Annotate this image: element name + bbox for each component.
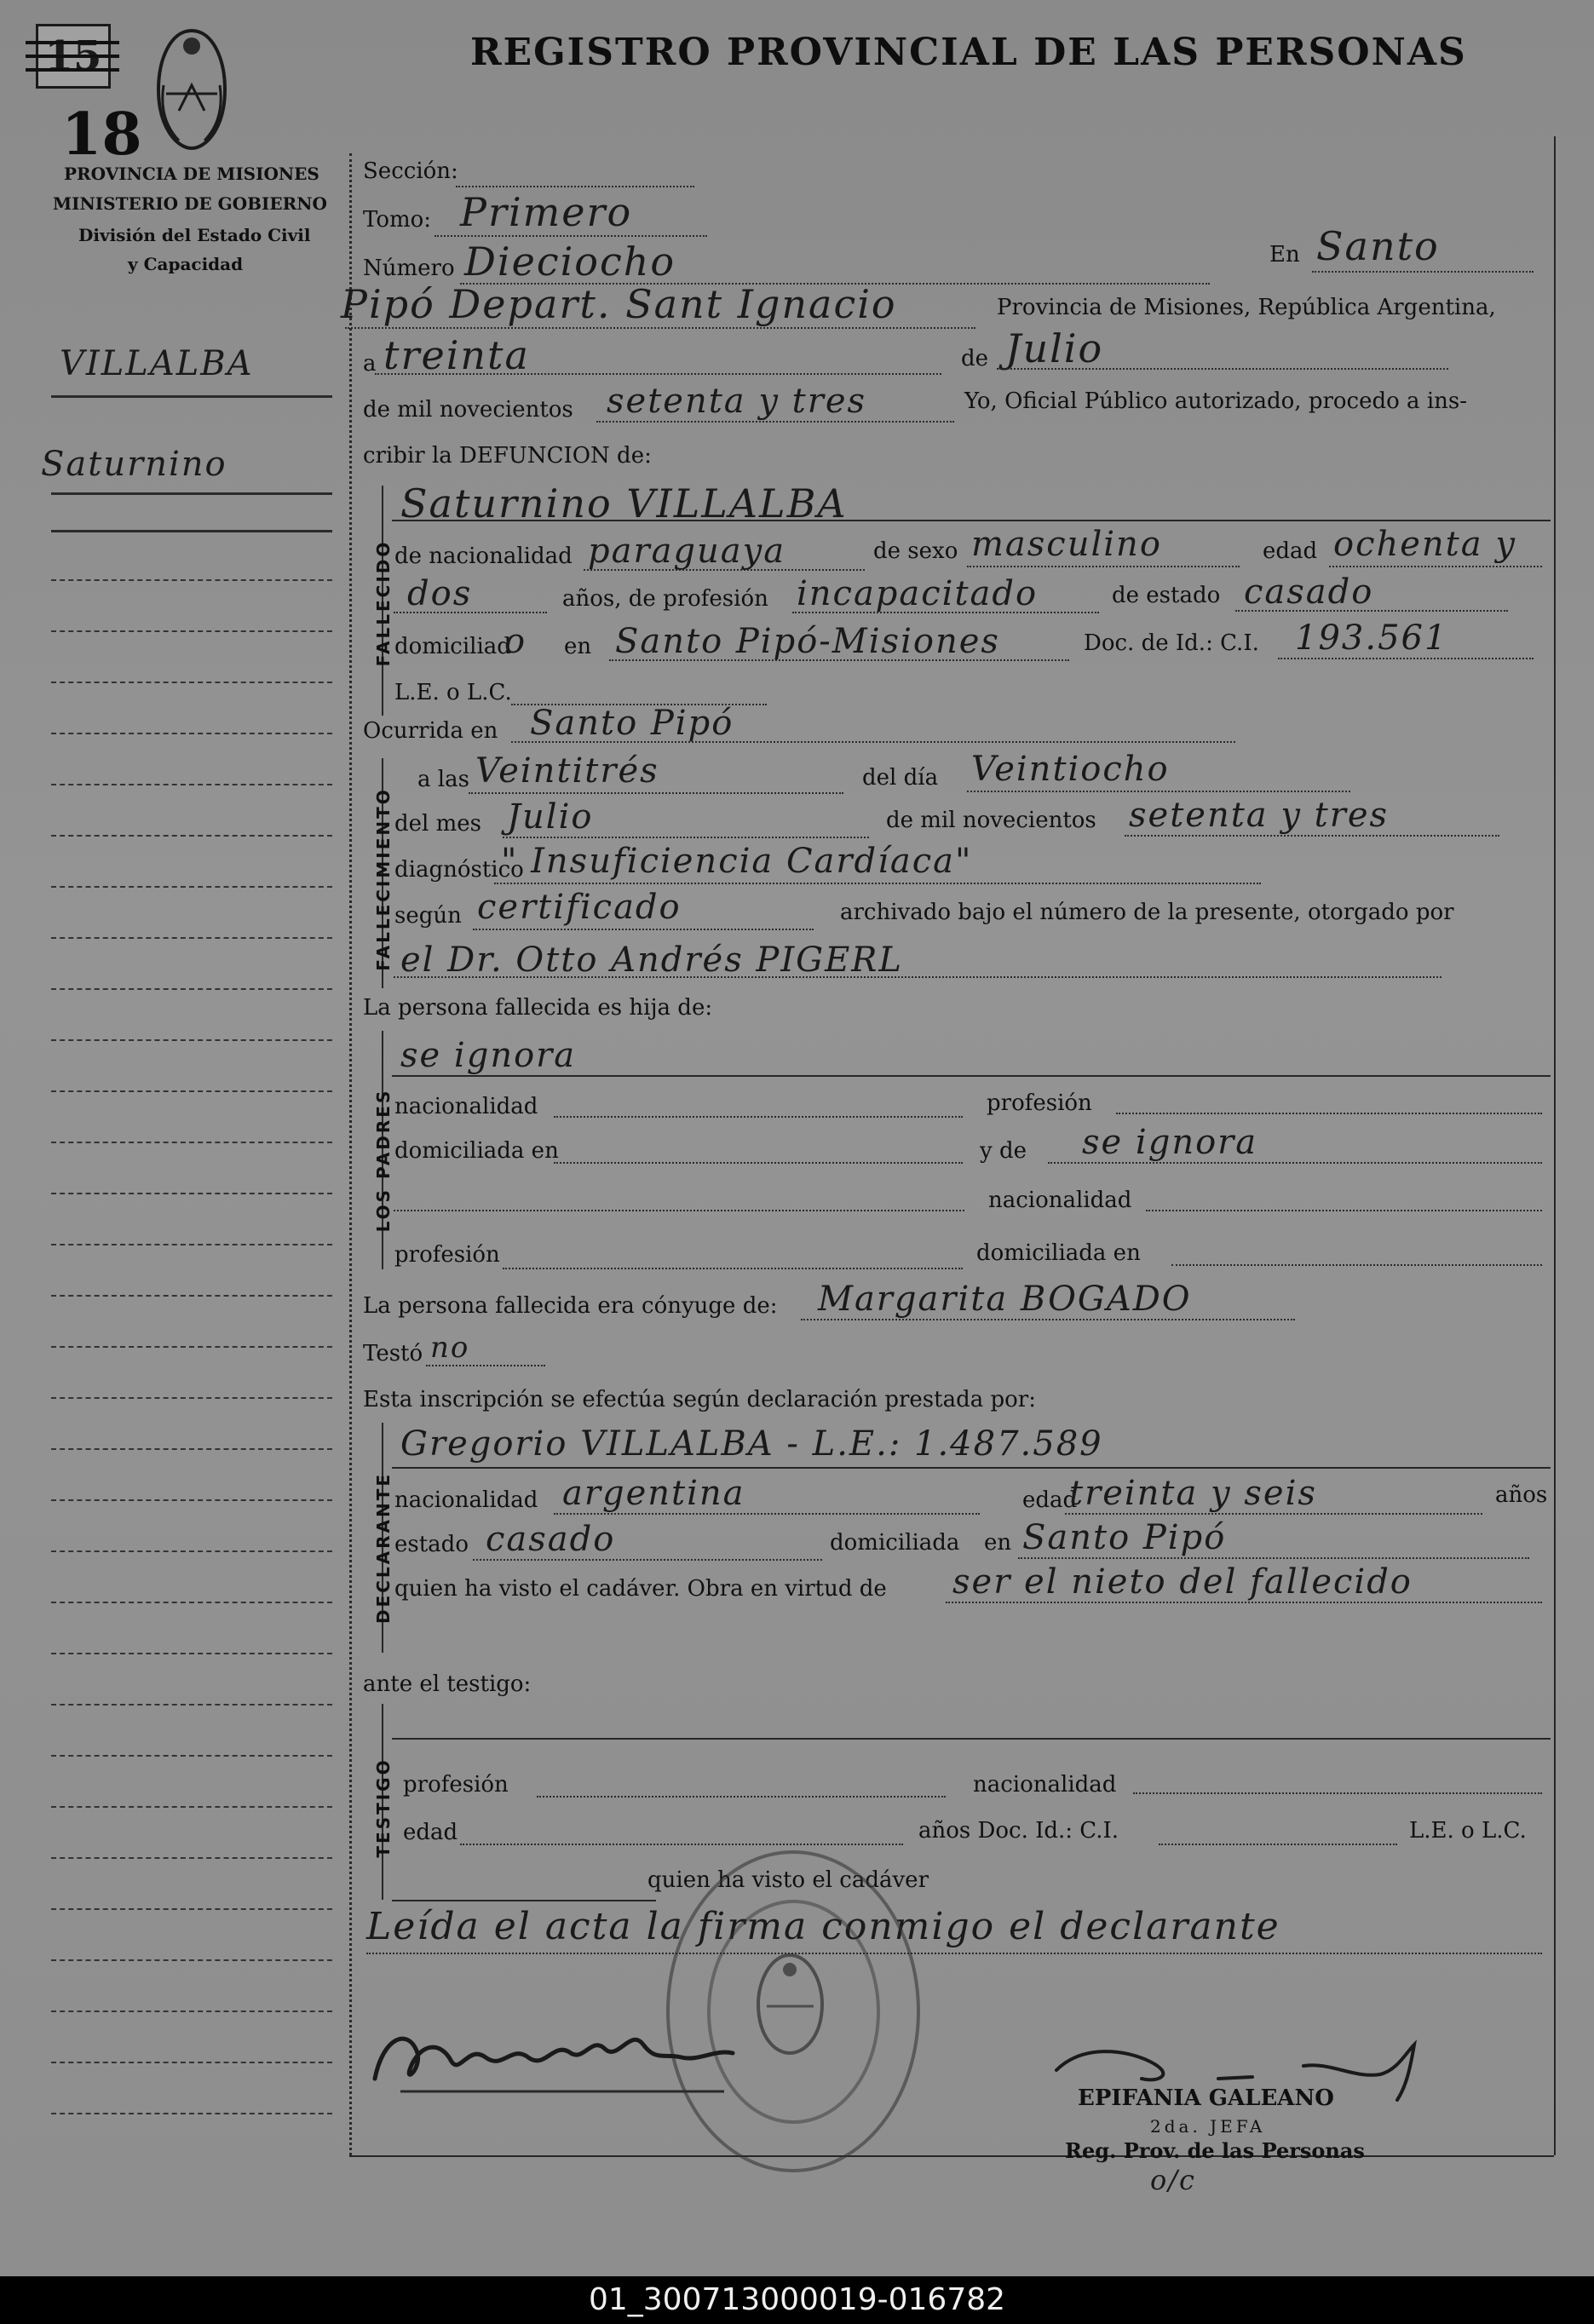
value-ci: 193.561 <box>1295 618 1448 658</box>
label-profesion-padre: profesión <box>987 1090 1092 1116</box>
label-estado-declarante: estado <box>394 1532 469 1557</box>
label-anos-declarante: años <box>1495 1482 1548 1508</box>
label-de-mil: de mil novecientos <box>363 397 573 423</box>
value-madre: se ignora <box>1082 1123 1258 1162</box>
label-en-declarante: en <box>984 1530 1012 1556</box>
value-leida: Leída el acta la firma conmigo el declarante <box>366 1905 1280 1948</box>
label-numero: Número <box>363 256 455 281</box>
label-anos-profesion: años, de profesión <box>562 586 768 612</box>
signature-name: EPIFANIA GALEANO <box>1078 2085 1334 2111</box>
value-mes-fallecimiento: Julio <box>507 797 594 837</box>
signature-office: Reg. Prov. de las Personas <box>1065 2138 1365 2163</box>
value-certificado: certificado <box>477 888 682 927</box>
value-edad-1: ochenta y <box>1333 525 1516 564</box>
label-a-las: a las <box>417 767 469 792</box>
value-lugar: Pipó Depart. Sant Ignacio <box>341 281 897 327</box>
value-diagnostico: " Insuficiencia Cardíaca" <box>501 842 973 881</box>
label-domiciliada-declarante: domiciliada <box>830 1530 960 1556</box>
label-de-mil-2: de mil novecientos <box>886 808 1096 833</box>
label-le-o-lc: L.E. o L.C. <box>1409 1818 1527 1844</box>
label-ante-testigo: ante el testigo: <box>363 1671 532 1697</box>
label-profesion-testigo: profesión <box>403 1772 509 1798</box>
ministry-name: MINISTERIO DE GOBIERNO <box>53 193 327 214</box>
label-del-dia: del día <box>862 765 939 791</box>
stamp-emblem-icon <box>754 1951 826 2057</box>
document-number: 18 <box>61 101 142 169</box>
label-testo: Testó <box>363 1341 423 1366</box>
label-le-lc: L.E. o L.C. <box>394 680 512 705</box>
value-ocurrida-en: Santo Pipó <box>530 704 734 743</box>
value-declarante-nacionalidad: argentina <box>562 1474 745 1513</box>
value-conyuge: Margarita BOGADO <box>818 1280 1192 1319</box>
label-segun: según <box>394 903 462 929</box>
label-de-estado: de estado <box>1112 583 1221 608</box>
declarant-signature <box>366 2010 741 2104</box>
value-medico: el Dr. Otto Andrés PIGERL <box>400 941 903 980</box>
label-a: a <box>363 351 377 377</box>
value-anio: setenta y tres <box>607 382 867 421</box>
label-en: En <box>1269 242 1300 267</box>
label-de-sexo: de sexo <box>873 538 958 564</box>
value-dia: treinta <box>383 332 530 378</box>
label-edad: edad <box>1263 538 1318 564</box>
label-conyuge: La persona fallecida era cónyuge de: <box>363 1293 778 1319</box>
value-declarante-domicilio: Santo Pipó <box>1022 1518 1227 1557</box>
value-estado: casado <box>1244 572 1374 612</box>
value-padre: se ignora <box>400 1036 577 1075</box>
label-seccion: Sección: <box>363 158 458 184</box>
margin-surname: VILLALBA <box>60 344 254 383</box>
value-dia-fallecimiento: Veintiocho <box>971 750 1170 789</box>
label-inscripcion: Esta inscripción se efectúa según declaración prestada por: <box>363 1387 1036 1412</box>
label-edad-declarante: edad <box>1022 1487 1078 1513</box>
value-declarante-edad: treinta y seis <box>1069 1474 1317 1513</box>
label-quien-ha: quien ha visto el cadáver <box>647 1867 929 1893</box>
page-title: REGISTRO PROVINCIAL DE LAS PERSONAS <box>470 31 1467 74</box>
value-en: Santo <box>1316 223 1440 269</box>
value-nacionalidad: paraguaya <box>588 532 786 571</box>
label-de-nacionalidad: de nacionalidad <box>394 544 573 569</box>
side-label-fallecido: FALLECIDO <box>373 539 394 667</box>
label-domiciliada-madre: domiciliada en <box>976 1240 1141 1266</box>
value-domicilio: Santo Pipó-Misiones <box>615 622 1000 661</box>
signature-initials: o/c <box>1150 2164 1196 2196</box>
margin-given-name: Saturnino <box>41 445 227 484</box>
argentina-seal-icon <box>153 26 230 153</box>
value-testo: no <box>430 1331 470 1365</box>
value-profesion: incapacitado <box>797 574 1039 613</box>
label-provincia: Provincia de Misiones, República Argentina, <box>997 295 1496 320</box>
value-sexo: masculino <box>971 525 1162 564</box>
label-anos-doc: años Doc. Id.: C.I. <box>918 1818 1119 1844</box>
label-doc-id: Doc. de Id.: C.I. <box>1084 630 1259 656</box>
value-edad-2: dos <box>407 574 473 613</box>
old-number: 15 <box>36 24 111 89</box>
label-de: de <box>961 346 989 371</box>
label-en-domicilio: en <box>564 634 592 659</box>
label-profesion-madre: profesión <box>394 1242 500 1268</box>
label-inscribir: cribir la DEFUNCION de: <box>363 443 652 469</box>
side-label-los-padres: LOS PADRES <box>373 1088 394 1233</box>
image-id-footer <box>0 2276 1594 2324</box>
label-archivado: archivado bajo el número de la presente, otorgado por <box>840 900 1454 925</box>
label-tomo: Tomo: <box>363 207 432 233</box>
value-obra-en-virtud: ser el nieto del fallecido <box>952 1562 1413 1602</box>
division-line-2: y Capacidad <box>128 254 244 274</box>
label-edad-testigo: edad <box>403 1820 458 1845</box>
label-hija-de: La persona fallecida es hija de: <box>363 995 713 1021</box>
label-y-de: y de <box>980 1138 1027 1164</box>
label-diagnostico: diagnóstico <box>394 857 524 883</box>
value-nombre-fallecido: Saturnino VILLALBA <box>400 480 848 526</box>
value-mes: Julio <box>1005 325 1104 371</box>
value-anio-fallecimiento: setenta y tres <box>1129 796 1390 835</box>
value-tomo: Primero <box>460 189 633 235</box>
value-hora: Veintitrés <box>475 751 659 791</box>
label-del-mes: del mes <box>394 811 481 837</box>
label-nacionalidad-testigo: nacionalidad <box>973 1772 1117 1798</box>
label-nacionalidad-padre: nacionalidad <box>394 1094 538 1119</box>
value-declarante: Gregorio VILLALBA - L.E.: 1.487.589 <box>400 1424 1103 1464</box>
label-ocurrida: Ocurrida en <box>363 718 498 744</box>
side-label-declarante: DECLARANTE <box>373 1471 394 1625</box>
label-domiciliada-padre: domiciliada en <box>394 1138 559 1164</box>
label-domiciliado: domiciliad <box>394 634 511 659</box>
label-quien-visto: quien ha visto el cadáver. Obra en virtud de <box>394 1576 887 1602</box>
division-line-1: División del Estado Civil <box>78 225 311 245</box>
label-yo: Yo, Oficial Público autorizado, procedo a ins- <box>964 388 1468 414</box>
side-label-testigo: TESTIGO <box>373 1757 394 1858</box>
label-nacionalidad-declarante: nacionalidad <box>394 1487 538 1513</box>
province-name: PROVINCIA DE MISIONES <box>64 164 319 184</box>
label-nacionalidad-madre: nacionalidad <box>988 1188 1132 1213</box>
value-domiciliado-suffix: o <box>504 622 527 661</box>
side-label-fallecimiento: FALLECIMIENTO <box>373 787 394 971</box>
value-numero: Dieciocho <box>464 239 676 285</box>
image-id: 01_300713000019-016782 <box>588 2282 1006 2317</box>
signature-role: 2da. JEFA <box>1150 2116 1266 2137</box>
value-declarante-estado: casado <box>486 1520 616 1559</box>
